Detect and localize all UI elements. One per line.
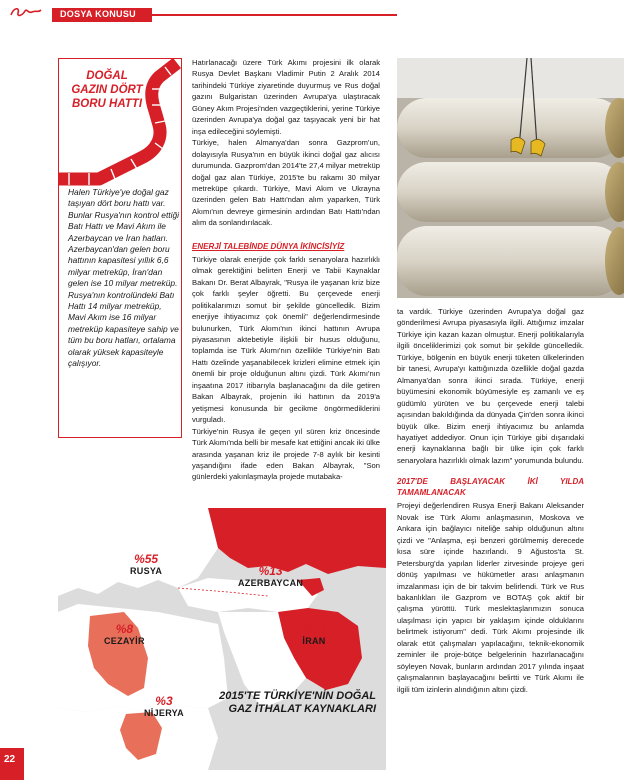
sidebar-box	[58, 58, 182, 438]
share-percent: %13	[258, 564, 283, 578]
country-name: CEZAYİR	[104, 636, 145, 646]
section-label	[52, 8, 152, 22]
source-nigeria	[144, 694, 184, 718]
import-sources-map	[58, 508, 386, 770]
subheading: ENERJİ TALEBİNDE DÜNYA İKİNCİSİYİZ	[192, 241, 345, 251]
paragraph: Türkiye'nin Rusya ile geçen yıl süren kriz öncesinde Türk Akımı'nda belli bir mesafe kat ettiğini ancak iki ülke arasında yaşanan kriz ile projede 7-8 aylık bir kesinti yaşandığını ifade eden Bakan Albayrak, "Son günlerdeki yakınlaşmayla projede mutabaka-	[192, 426, 380, 482]
source-azerbaijan	[238, 564, 303, 588]
signature-logo-icon	[8, 4, 44, 20]
sidebar-text: Halen Türkiye'ye doğal gaz taşıyan dört boru hattı var. Bunlar Rusya'nın kontrol ettiği Batı Hattı ve Mavi Akım ile Azerbaycan ve İran hatları. Azerbaycan'dan gelen boru hattının kapasitesi yıllık 6,6 milyar metreküp, İran'dan gelen ise 10 milyar metreküp. Rusya'nın kontrolündeki Batı Hattı 14 milyar metreküp, Mavi Akım ise 16 milyar metreküp kapasiteye sahip ve tüm bu boru hatları, ortalama olarak yüksek kapasiteyle çalışıyor.	[68, 187, 179, 369]
share-percent: %3	[155, 694, 173, 708]
source-algeria	[104, 622, 145, 646]
source-iran	[302, 622, 326, 646]
header-rule	[152, 14, 397, 16]
country-name: AZERBAYCAN	[238, 578, 304, 588]
article-column-2	[397, 306, 584, 695]
article-column-1	[192, 57, 380, 483]
share-percent: %16	[302, 622, 327, 636]
share-percent: %8	[115, 622, 134, 636]
country-name: RUSYA	[130, 566, 163, 576]
magazine-logo	[0, 0, 52, 24]
paragraph: Hatırlanacağı üzere Türk Akımı projesini ilk olarak Rusya Devlet Başkanı Vladimir Putin 2 Aralık 2014 tarihindeki Türkiye ziyaretinde duyurmuş ve Rus doğal gazını Bulgaristan üzerinden Avrupa'ya ulaştıracak Güney Akım Projesi'nden vazgeçtiklerini, yerine Türkiye üzerinden Avrupa'ya doğal gaz taşıyacak yeni bir hat inşa edileceğini söylemişti.	[192, 58, 380, 136]
subheading: 2017'DE BAŞLAYACAK İKİ YILDA TAMAMLANACAK	[397, 477, 584, 498]
page-number: 22	[4, 754, 16, 765]
section-label-text: DOSYA KONUSU	[60, 9, 136, 19]
paragraph: Projeyi değerlendiren Rusya Enerji Bakanı Aleksander Novak ise Türk Akımı anlaşmasının, Moskova ve Ankara için bağlayıcı niteliğe sahip olduğunun altını çizdi ve "Anlaşma, eşi benzeri görülmemiş derecede kısa süre içinde hazırlandı. 9 Ağustos'ta St. Petersburg'da yapılan liderler zirvesinde projeye geri dönüş yapılması ve hükümetler arası anlaşmanın imzalanması için de bir takvim belirlendi. Türk ve Rus bakanlıkları ile Gazprom ve BOTAŞ çok aktif bir çalışma yürüttü. Türk meslektaşlarımızın sonuca ulaşılması için yapıcı bir yaklaşım içinde olduklarını belirtmek istiyorum" dedi. Türk Akımı projesinde ilk olarak etüt çalışmaları yapılacağını, teknik-ekonomik zeminler ile proje-bütçe belgelerinin hazırlanacağını söyleyen Novak, bunların ardından 2017 yılında inşaat çalışmalarının başlayacağını belirtti ve Türk Akımı ile ilgili tüm izinlerin alındığının altını çizdi.	[397, 501, 584, 694]
paragraph: Türkiye, halen Almanya'dan sonra Gazprom'un, dolayısıyla Rusya'nın en büyük ikinci doğal gaz alıcısı durumunda. Gazprom'dan 2014'te 27,4 milyar metreküp doğal gaz alan Türkiye, 2015'te bu rakamı 30 milyar metreküpe çıkardı. Türkiye, Mavi Akım ve Ukrayna üzerinden gelen Batı Hattı'ndan alım yaparken, Türk Akımı'nın devreye girmesinin ardından Batı Hattı'ndan alım da sonlandırılacak.	[192, 138, 380, 228]
paragraph: ta vardık. Türkiye üzerinden Avrupa'ya doğal gaz gönderilmesi Avrupa piyasasıyla ilgili. Attığımız imzalar Türkiye için kazan kazan olmuştur. Enerji politikalarıyla ilgili önceliklerimizi çok somut bir şekilde güncelledik. Türkiye, bölgenin en büyük enerji tüketen ülkelerinden bir tanesi, Avrupa'yı kattığınızda özellikle doğal gazda Almanya'dan sonra ikinci sırada. Türkiye, enerji büyümesini ekonomik büyümesiyle eş zamanlı ve eş güdümlü yürüten ve bu çerçevede enerji talebi açısından bakıldığında da dünyada Çin'den sonra ikinci büyük ülke. Bizim enerji ihtiyacımız bu anlamda hayatiyet addediyor. Onun için Türkiye gibi dışarıdaki enerji kaynaklarına bağlı bir ülke için çok farklı senaryolara hazırlıklı olmak lazım" yorumunda bulundu.	[397, 307, 584, 465]
country-name: NİJERYA	[144, 708, 184, 718]
map-title: 2015'TE TÜRKİYE'NİN DOĞAL GAZ İTHALAT KAYNAKLARI	[219, 690, 376, 715]
paragraph: Türkiye olarak enerjide çok farklı senaryolara hazırlıklı olmak gerektiğini belirten Enerji ve Tabii Kaynaklar Bakanı Dr. Berat Albayrak, "Rusya ile yaşanan kriz bize çok farklı şeyler öğretti. Bu çerçevede enerji politikalarımızı somut bir şekilde güncelledik. Bizim enerjiye ihtiyacımız çok önemli" değerlendirmesinde bulunurken, Türk Akımı'nın ikinci hattının Avrupa piyasasının aktebetiyle ilişkili bir husus olduğunu, toplamda ise Türk Akımı'nın özellikle Türkiye'nin Batı Hattı özelinde yaşanabilecek krizleri elimine etmek için önemli bir proje olduğunun altını çizdi. Türk Akımı'nın inşaatına 2017 itibarıyla başlanacağını da dile getiren Bakan Albayrak, projenin iki hattının da 2019'a yetişmesi konusunda bir gecikme öngörmediklerini vurguladı.	[192, 254, 380, 425]
sidebar-title: DOĞAL GAZIN DÖRT BORU HATTI	[71, 70, 143, 110]
pipeline-photo-icon	[397, 58, 624, 298]
country-name: İRAN	[302, 636, 326, 646]
share-percent: %55	[134, 552, 159, 566]
source-russia	[130, 552, 162, 576]
pipes-photo	[397, 58, 624, 298]
